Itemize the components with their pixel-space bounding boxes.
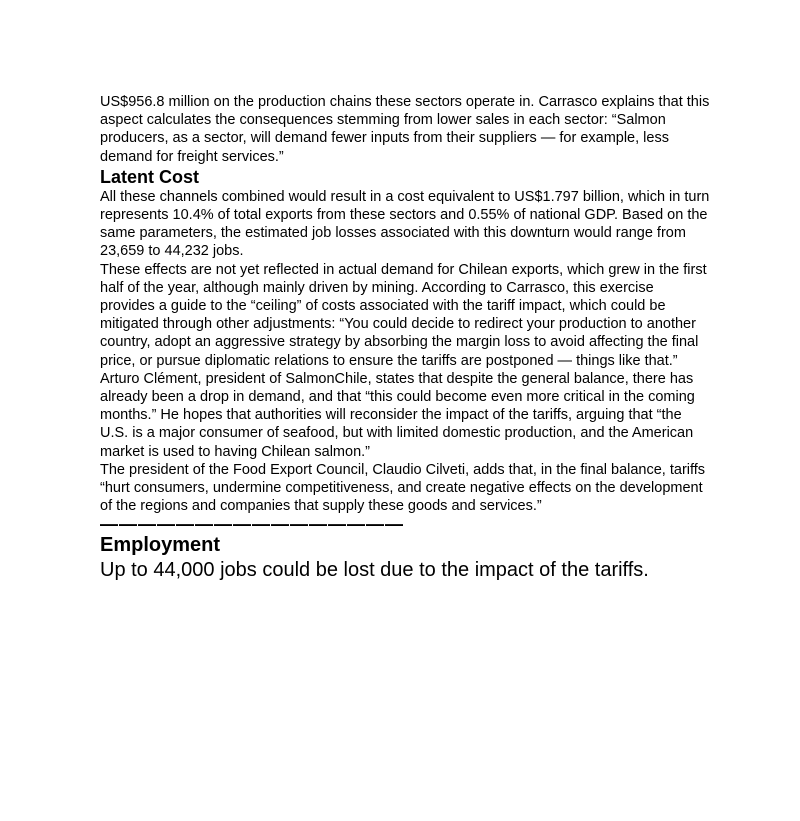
heading-latent-cost: Latent Cost xyxy=(100,166,199,187)
section-divider: ———————————————— xyxy=(100,514,404,535)
paragraph-total-cost: All these channels combined would result in a cost equivalent to US$1.797 billion, which in turn represents 10.4% of total exports from these sectors and 0.55% of national GDP. Based on the same parameters, the estimated job losses associated with this downturn would range from 23,659 to 44,232 jobs. xyxy=(100,188,710,260)
employment-summary: Up to 44,000 jobs could be lost due to the impact of the tariffs. xyxy=(100,559,649,582)
paragraph-production-chains: US$956.8 million on the production chains these sectors operate in. Carrasco explains that this aspect calculates the consequences stemming from lower sales in each sector: “Salmon producers, as a sector, will demand fewer inputs from their suppliers — for example, less demand for freight services.” xyxy=(100,94,710,165)
employment-heading: Employment xyxy=(100,534,221,557)
paragraph-export-demand: These effects are not yet reflected in actual demand for Chilean exports, which grew in the first half of the year, although mainly driven by mining. According to Carrasco, this exercise provides a guide to the “ceiling” of costs associated with the tariff impact, which could be mitigated through other adjustments: “You could decide to redirect your production to another country, adopt an aggressive strategy by absorbing the margin loss to avoid affecting the final price, or pursue diplomatic relations to ensure the tariffs are postponed — things like that.” xyxy=(100,261,707,369)
document-page xyxy=(100,93,710,583)
paragraph-food-export-council: The president of the Food Export Council, Claudio Cilveti, adds that, in the final balance, tariffs “hurt consumers, undermine competitiveness, and create negative effects on the development of the regions and companies that supply these goods and services.” xyxy=(100,461,706,515)
paragraph-salmonchile: Arturo Clément, president of SalmonChile, states that despite the general balance, there has already been a drop in demand, and that “this could become even more critical in the coming months.” He hopes that authorities will reconsider the impact of the tariffs, arguing that “the U.S. is a major consumer of seafood, but with limited domestic production, and the American market is used to having Chilean salmon.” xyxy=(100,370,695,460)
